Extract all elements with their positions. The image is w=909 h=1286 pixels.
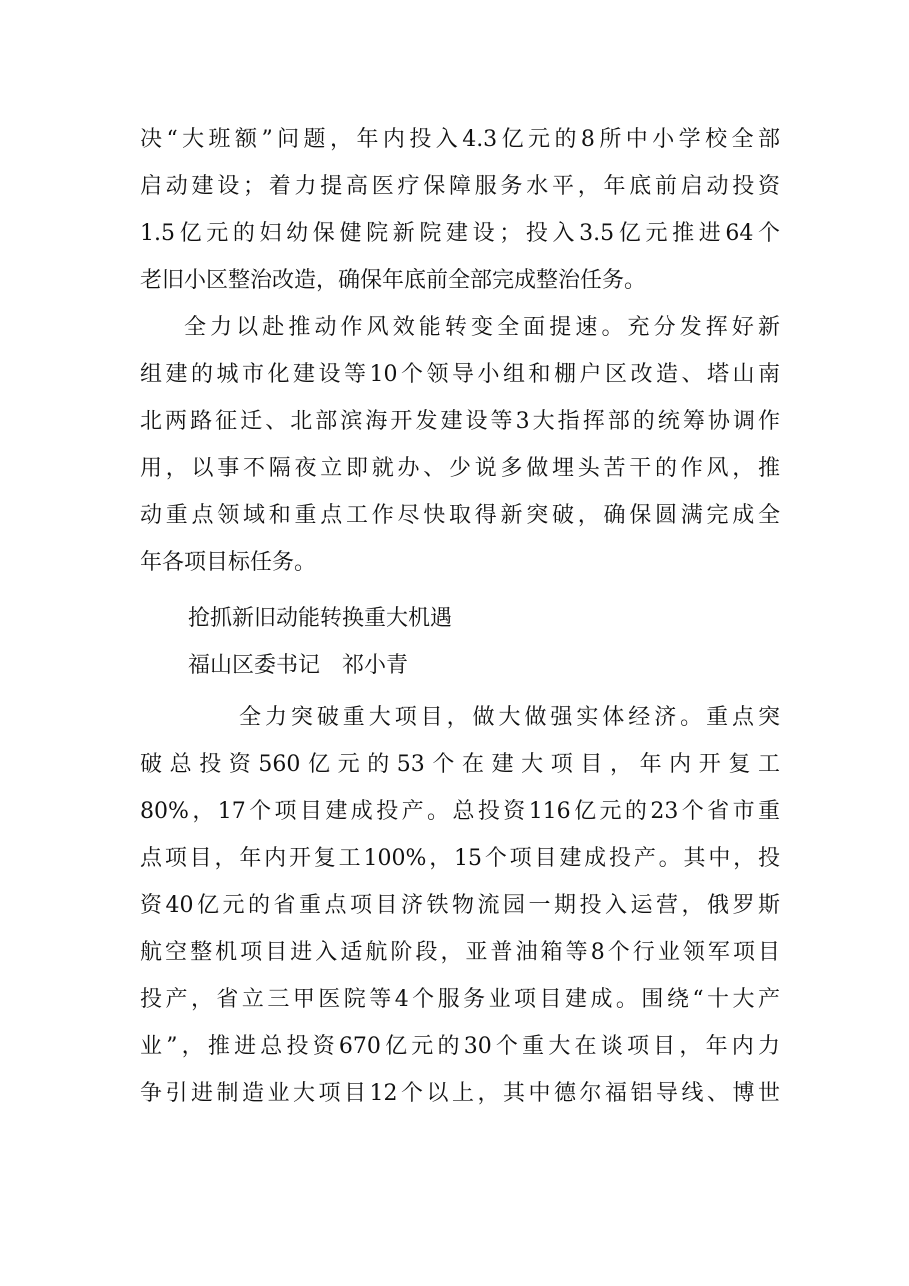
paragraph-1-line-1: 决“大班额”问题，年内投入4.3亿元的8所中小学校全部 xyxy=(140,127,780,152)
paragraph-3-line-4: 点项目，年内开复工100%，15个项目建成投产。其中，投 xyxy=(140,846,780,871)
paragraph-2-line-5: 动重点领域和重点工作尽快取得新突破，确保圆满完成全 xyxy=(140,503,780,528)
paragraph-2-line-1: 全力以赴推动作风效能转变全面提速。充分发挥好新 xyxy=(184,315,780,340)
paragraph-2-line-3: 北两路征迁、北部滨海开发建设等3大指挥部的统筹协调作 xyxy=(140,409,780,434)
paragraph-3-line-3: 80%，17个项目建成投产。总投资116亿元的23个省市重 xyxy=(140,799,780,824)
paragraph-1-line-4: 老旧小区整治改造，确保年底前全部完成整治任务。 xyxy=(140,268,647,293)
paragraph-3-line-5: 资40亿元的省重点项目济铁物流园一期投入运营，俄罗斯 xyxy=(140,893,780,918)
paragraph-2-line-4: 用，以事不隔夜立即就办、少说多做埋头苦干的作风，推 xyxy=(140,456,780,481)
paragraph-3-line-6: 航空整机项目进入适航阶段，亚普油箱等8个行业领军项目 xyxy=(140,940,780,965)
paragraph-1-line-2: 启动建设；着力提高医疗保障服务水平，年底前启动投资 xyxy=(140,174,780,199)
paragraph-3-line-7: 投产，省立三甲医院等4个服务业项目建成。围绕“十大产 xyxy=(140,987,780,1012)
paragraph-2-line-2: 组建的城市化建设等10个领导小组和棚户区改造、塔山南 xyxy=(140,362,780,387)
paragraph-3-line-2: 破总投资560亿元的53个在建大项目，年内开复工 xyxy=(140,752,780,777)
paragraph-1-line-3: 1.5亿元的妇幼保健院新院建设；投入3.5亿元推进64个 xyxy=(140,221,780,246)
paragraph-2-line-6: 年各项目标任务。 xyxy=(140,550,317,575)
paragraph-3-line-1: 全力突破重大项目，做大做强实体经济。重点突 xyxy=(239,705,780,730)
section-heading: 抢抓新旧动能转换重大机遇 xyxy=(188,606,453,631)
author-line: 福山区委书记 祁小青 xyxy=(188,653,409,678)
paragraph-3-line-8: 业”，推进总投资670亿元的30个重大在谈项目，年内力 xyxy=(140,1034,780,1059)
paragraph-3-line-9: 争引进制造业大项目12个以上，其中德尔福铝导线、博世 xyxy=(140,1081,780,1106)
